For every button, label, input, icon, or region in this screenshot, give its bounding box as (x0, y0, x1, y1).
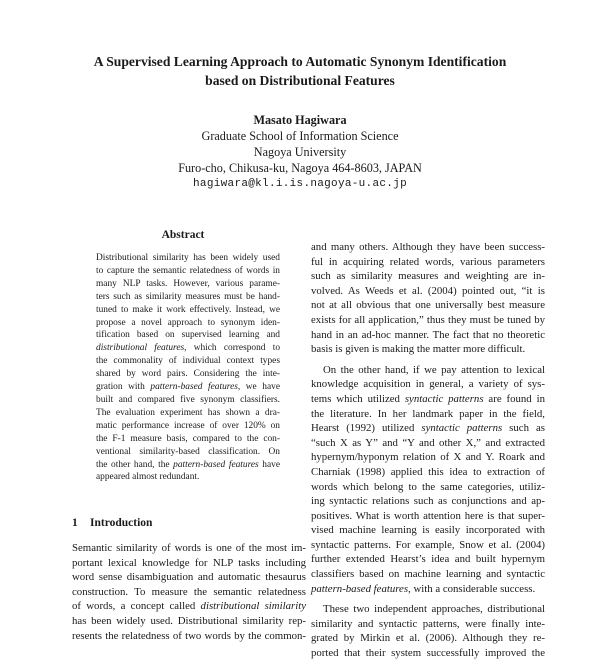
text-line: words which belong to the same categories, utiliz- (311, 480, 545, 493)
title-line-2: based on Distributional Features (205, 73, 395, 88)
text-line: tuned to make it work effectively. Instead, we (96, 304, 280, 315)
text-line: Charniak (1998) applied this idea to extraction of (311, 465, 545, 478)
text-line: exists for all application,” thus they must be tuned by (311, 313, 545, 326)
section-heading-introduction (72, 517, 152, 529)
title-line-1: A Supervised Learning Approach to Automatic Synonym Identification (93, 54, 507, 69)
text-line: of words, a concept called distributional similarity (72, 600, 306, 613)
text-line: These two independent approaches, distributional (323, 603, 545, 616)
text-line: such as similarity measures and weighting are in- (311, 270, 545, 283)
text-line: the other hand, the pattern-based features have (96, 459, 281, 470)
text-line: knowledge acquisition in general, a variety of sys- (311, 378, 545, 391)
paragraph (311, 240, 545, 357)
text-line: similarity and syntactic patterns, were finally inte- (311, 617, 545, 630)
text-line: ported that their system successfully improved the (311, 647, 545, 660)
text-line: classifiers based on machine learning and syntactic (311, 568, 545, 581)
text-line: propose a novel approach to synonym iden- (96, 317, 280, 328)
text-line: appeared almost redundant. (96, 472, 200, 483)
paragraph (311, 602, 545, 660)
text-line: basis is given is making the matter more difficult. (311, 343, 526, 356)
affiliation-line: Furo-cho, Chikusa-ku, Nagoya 464-8603, JAPAN (178, 161, 422, 175)
text-line: resents the relatedness of two words by the common- (72, 629, 306, 642)
author-email: hagiwara@kl.i.is.nagoya-u.ac.jp (193, 178, 407, 190)
right-column-text (311, 240, 545, 667)
paragraph (311, 363, 545, 597)
text-line: tification based on supervised learning and (96, 330, 280, 341)
text-line: built and compared five synonym classifiers. (96, 394, 280, 405)
text-line: hypernym/hyponym relation of X and Y. Roark and (311, 451, 545, 464)
introduction-text (72, 541, 306, 643)
text-line: to capture the semantic relatedness of words in (96, 265, 280, 276)
text-line: The evaluation experiment has shown a dra- (96, 407, 280, 418)
text-line: gration with pattern-based features, we have (96, 382, 280, 393)
text-line: distributional features, which correspond to (96, 343, 281, 354)
text-line: vised machine learning is easily incorporated with (311, 524, 545, 537)
text-line: ing syntactic relations such as conjunctions and ap- (311, 495, 545, 508)
text-line: ventional similarity-based classification. On (96, 446, 280, 457)
text-line: further extended Hearst’s idea and built hypernym (311, 553, 545, 566)
text-line: Distributional similarity has been widely used (96, 253, 280, 263)
text-line: has been widely used. Distributional similarity rep- (72, 614, 306, 627)
text-line: many NLP tasks. However, various parame- (96, 278, 280, 289)
abstract-heading: Abstract (161, 229, 205, 241)
text-line: Semantic similarity of words is one of the most im- (72, 542, 306, 554)
text-line: ters such as similarity measures must be hand- (96, 291, 280, 302)
abstract-text (96, 252, 280, 484)
text-line: positives. What is worth attention here is that super- (311, 509, 545, 522)
affiliation-line: Graduate School of Information Science (201, 129, 399, 143)
section-number: 1 (72, 517, 78, 529)
text-line: pattern-based features, with a considerable success. (311, 582, 536, 595)
text-line: tems which utilized syntactic patterns are found in (311, 392, 545, 405)
text-line: syntactic patterns. For example, Snow et al. (2004) (311, 538, 545, 551)
text-line: portant lexical knowledge for NLP tasks including (72, 556, 306, 569)
text-line: “such X as Y” and “Y and other X,” and extracted (311, 436, 545, 449)
text-line: Hearst (1992) utilized syntactic patterns such as (311, 422, 545, 435)
text-line: construction. To measure the semantic relatedness (72, 585, 306, 598)
text-line: ful in acquiring related words, various parameters (311, 255, 545, 268)
text-line: the commonality of individual context types (96, 356, 280, 367)
text-line: the F-1 measure basis, compared to the con- (96, 433, 280, 444)
text-line: volved. As Weeds et al. (2004) pointed out, “it is (311, 284, 545, 297)
text-line: word sense disambiguation and automatic thesaurus (72, 571, 306, 584)
text-line: On the other hand, if we pay attention to lexical (323, 363, 545, 376)
text-line: hand in an ad-hoc manner. The fact that no theoretic (311, 328, 545, 341)
affiliation-line: Nagoya University (253, 145, 347, 159)
text-line: matic performance increase of over 120% on (96, 420, 280, 431)
author-block (100, 112, 500, 192)
text-line: not at all obvious that one universally best measure (311, 299, 545, 312)
author-name: Masato Hagiwara (253, 113, 347, 127)
text-line: shared by word pairs. Considering the inte- (96, 369, 280, 380)
paper-title (60, 52, 540, 90)
text-line: and many others. Although they have been success- (311, 241, 545, 253)
text-line: grated by Mirkin et al. (2006). Although they re- (311, 632, 545, 645)
text-line: the literature. In her landmark paper in the field, (311, 407, 545, 420)
section-title: Introduction (90, 517, 153, 529)
